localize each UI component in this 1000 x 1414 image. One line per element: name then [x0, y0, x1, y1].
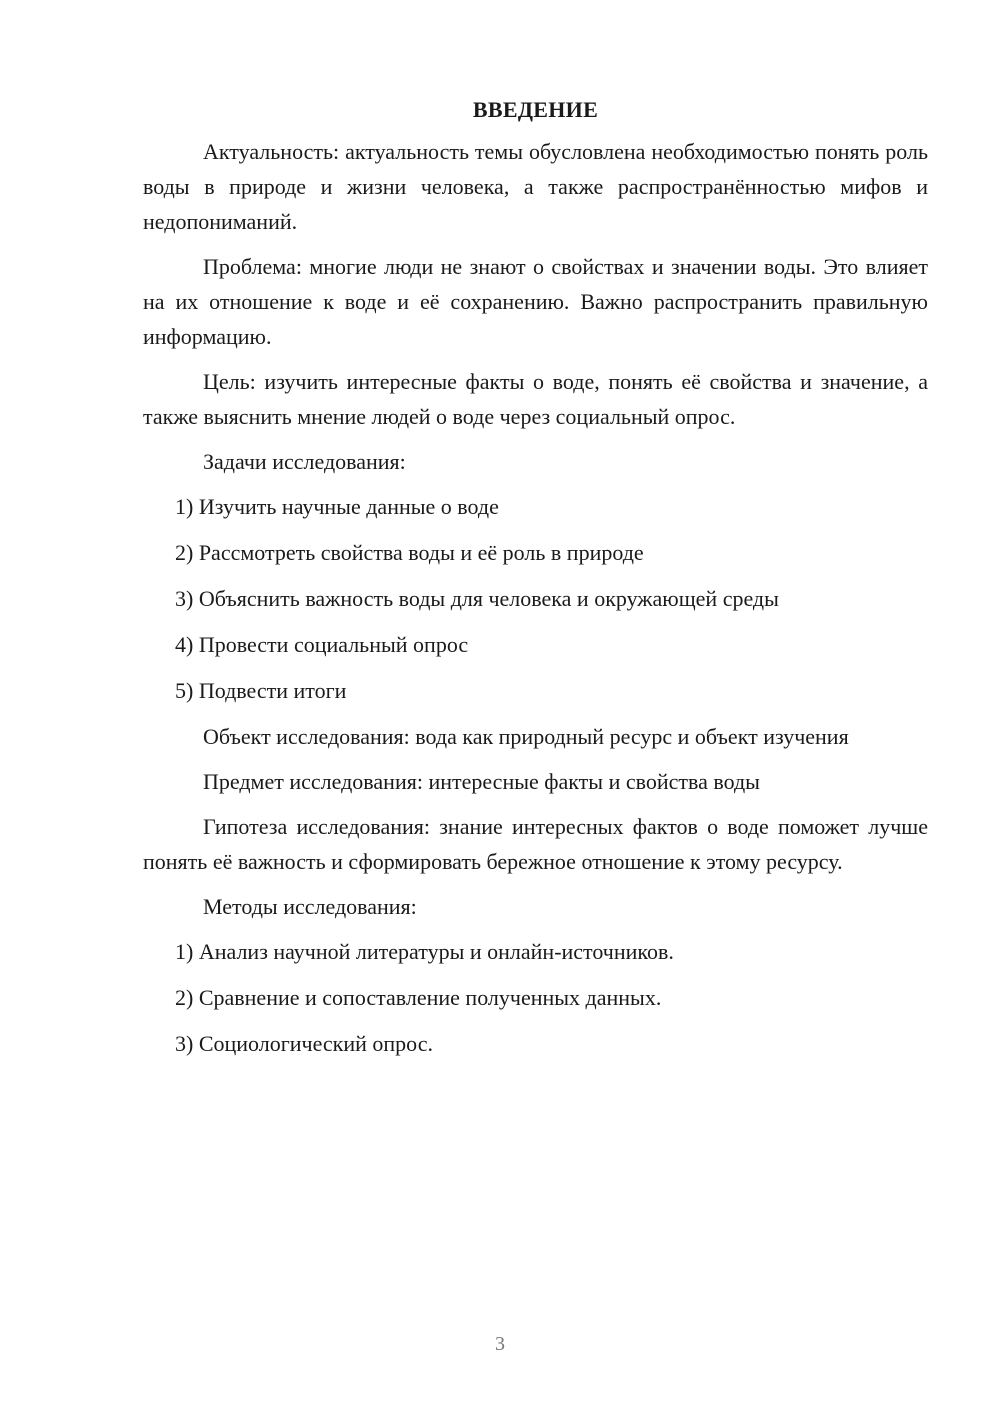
- list-item: 2) Сравнение и сопоставление полученных данных.: [175, 985, 662, 1010]
- section-title: ВВЕДЕНИЕ: [472, 97, 599, 122]
- tasks-heading: Задачи исследования:: [203, 449, 406, 474]
- list-item: 3) Объяснить важность воды для человека и окружающей среды: [175, 586, 779, 611]
- list-item: 3) Социологический опрос.: [175, 1031, 433, 1056]
- tasks-list: [143, 489, 928, 708]
- list-item: 1) Анализ научной литературы и онлайн-источников.: [175, 939, 674, 964]
- list-item: 4) Провести социальный опрос: [175, 632, 469, 657]
- list-item: 5) Подвести итоги: [175, 678, 347, 703]
- hypothesis-paragraph: Гипотеза исследования: знание интересных фактов о воде поможет лучше понять её важность и сформировать бережное отношение к этому ресурсу.: [143, 814, 928, 874]
- object-paragraph: Объект исследования: вода как природный ресурс и объект изучения: [203, 724, 849, 749]
- subject-paragraph: Предмет исследования: интересные факты и свойства воды: [203, 769, 760, 794]
- goal-paragraph: Цель: изучить интересные факты о воде, понять её свойства и значение, а также выяснить мнение людей о воде через социальный опрос.: [143, 369, 928, 429]
- document-page: [143, 92, 928, 1072]
- relevance-paragraph: Актуальность: актуальность темы обусловлена необходимостью понять роль воды в природе и жизни человека, а также распространённостью мифов и недопониманий.: [143, 139, 928, 234]
- list-item: 2) Рассмотреть свойства воды и её роль в природе: [175, 540, 644, 565]
- list-item: 1) Изучить научные данные о воде: [175, 494, 499, 519]
- problem-paragraph: Проблема: многие люди не знают о свойствах и значении воды. Это влияет на их отношение к воде и её сохранению. Важно распространить правильную информацию.: [143, 254, 928, 349]
- page-number: 3: [495, 1333, 505, 1355]
- methods-heading: Методы исследования:: [203, 894, 417, 919]
- methods-list: [143, 934, 928, 1061]
